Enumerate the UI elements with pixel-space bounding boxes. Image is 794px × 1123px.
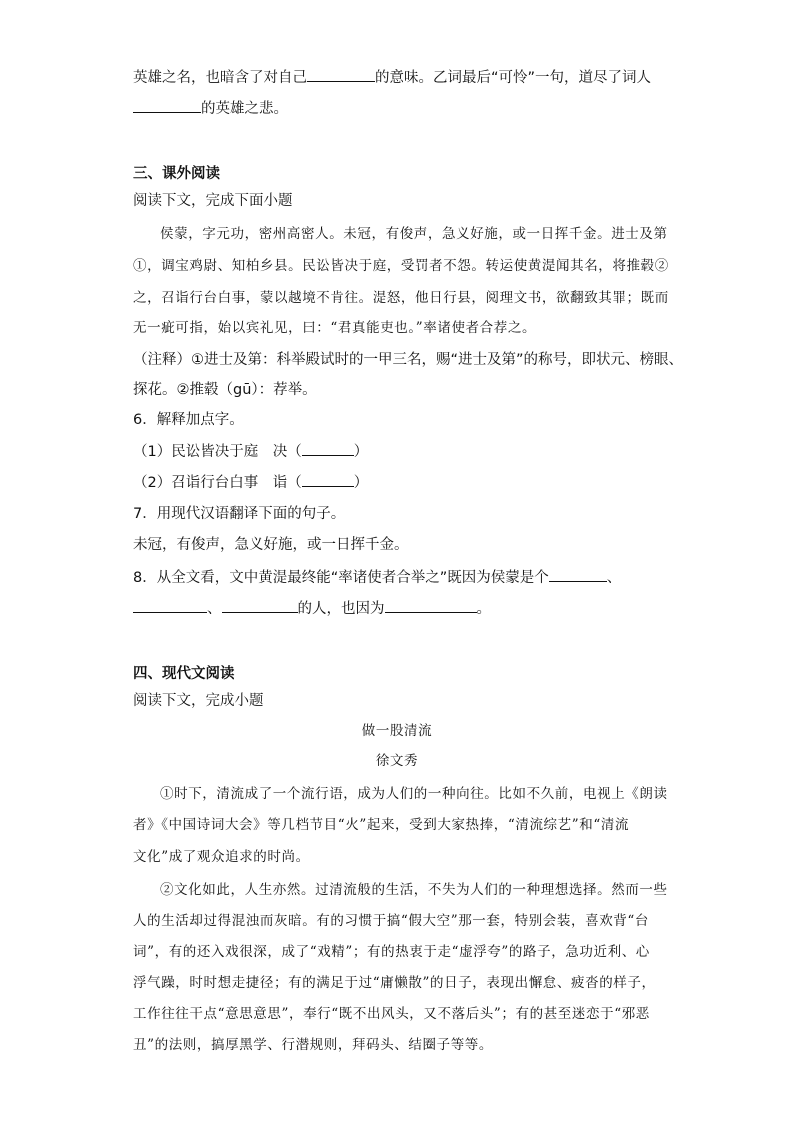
article-line: ①时下，清流成了一个流行语，成为人们的一种向往。比如不久前，电视上《朗读 <box>160 786 668 802</box>
section-heading: 四、现代文阅读 <box>133 666 235 682</box>
text-segment: 的人，也因为 <box>297 601 385 617</box>
article-line: 者》《中国诗词大会》等几档节目“火”起来，受到大家热捧，“清流综艺”和“清流 <box>133 817 630 833</box>
article-line: 丑”的法则，搞厚黑学、行潜规则，拜码头、结圈子等等。 <box>133 1037 494 1053</box>
section-heading: 三、课外阅读 <box>133 166 220 182</box>
article-line: 浮气躁，时时想走捷径；有的满足于过“庸懒散”的日子，表现出懈怠、疲沓的样子， <box>133 975 656 991</box>
text-segment: 、 <box>207 601 222 617</box>
text-line <box>133 98 288 119</box>
question-7-sentence: 未冠，有俊声，急义好施，或一日挥千金。 <box>133 537 409 553</box>
text-segment: ） <box>353 475 369 491</box>
question-6-item-1 <box>133 441 368 462</box>
passage-line: ①，调宝鸡尉、知柏乡县。民讼皆决于庭，受罚者不怨。转运使黄湜闻其名，将推毂② <box>133 258 669 274</box>
article-line: 工作往往干点“意思意思”，奉行“既不出风头，又不落后头”；有的甚至迷恋于“邪恶 <box>133 1006 650 1022</box>
text-segment: 英雄之名，也暗含了对自己 <box>133 70 307 86</box>
text-segment: 的英雄之悲。 <box>201 101 288 117</box>
question-7: 7．用现代汉语翻译下面的句子。 <box>133 506 346 522</box>
answer-blank[interactable] <box>133 598 207 613</box>
answer-blank[interactable] <box>385 598 477 613</box>
text-segment: 8．从全文看，文中黄湜最终能“率诸使者合举之”既因为侯蒙是个 <box>133 570 549 586</box>
text-segment: （1）民讼皆决于庭 决（ <box>133 444 302 460</box>
answer-blank[interactable] <box>307 67 375 82</box>
passage-line: 之，召诣行台白事，蒙以越境不肯往。湜怒，他日行县，阅理文书，欲翻致其罪；既而 <box>133 290 669 306</box>
article-title: 做一股清流 <box>361 723 433 739</box>
text-segment: ） <box>353 444 369 460</box>
text-segment: 的意味。乙词最后“可怜”一句，道尽了词人 <box>375 70 652 86</box>
answer-blank[interactable] <box>549 567 607 582</box>
text-segment: 。 <box>476 601 491 617</box>
article-line: 词”，有的还入戏很深，成了“戏精”；有的热衷于走“虚浮夸”的路子，急功近利、心 <box>133 944 650 960</box>
text-line <box>133 67 651 88</box>
annotation-line: 探花。②推毂（gū）：荐举。 <box>133 382 317 398</box>
answer-blank[interactable] <box>302 472 354 487</box>
question-6: 6．解释加点字。 <box>133 412 244 428</box>
question-8-continued <box>133 598 491 619</box>
question-8 <box>133 567 621 588</box>
article-line: 文化”成了观众追求的时尚。 <box>133 849 310 865</box>
article-author: 徐文秀 <box>375 753 419 769</box>
passage-line: 侯蒙，字元功，密州高密人。未冠，有俊声，急义好施，或一日挥千金。进士及第 <box>160 226 668 242</box>
question-6-item-2 <box>133 472 368 493</box>
section-intro: 阅读下文，完成小题 <box>133 693 264 709</box>
article-line: 人的生活却过得混浊而灰暗。有的习惯于搞“假大空”那一套，特别会装，喜欢背“台 <box>133 913 650 929</box>
passage-line: 无一疵可指，始以宾礼见，曰：“君真能吏也。”率诸使者合荐之。 <box>133 320 537 336</box>
answer-blank[interactable] <box>222 598 298 613</box>
text-segment: 、 <box>606 570 622 586</box>
answer-blank[interactable] <box>302 441 354 456</box>
section-intro: 阅读下文，完成下面小题 <box>133 193 293 209</box>
annotation-line: （注释）①进士及第：科举殿试时的一甲三名，赐“进士及第”的称号，即状元、榜眼、 <box>133 352 684 368</box>
article-line: ②文化如此，人生亦然。过清流般的生活，不失为人们的一种理想选择。然而一些 <box>160 882 668 898</box>
answer-blank[interactable] <box>133 98 201 113</box>
text-segment: （2）召诣行台白事 诣（ <box>133 475 302 491</box>
